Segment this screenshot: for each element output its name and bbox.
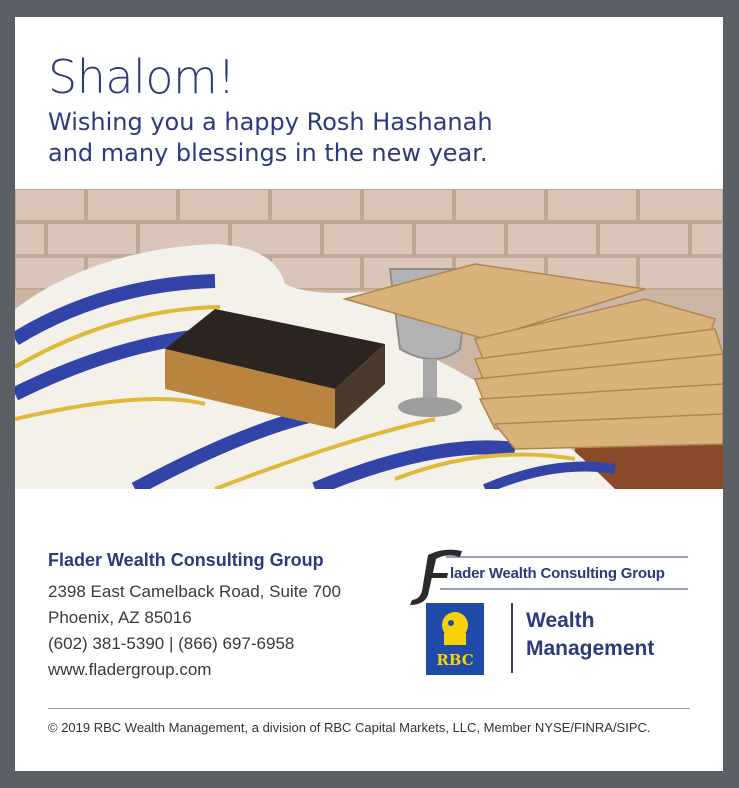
firm-logo	[400, 543, 695, 693]
footer-divider	[48, 708, 690, 709]
greeting-block	[48, 51, 493, 169]
holiday-photo	[15, 189, 723, 489]
holiday-photo-illustration	[15, 189, 723, 489]
rbc-lion-icon	[426, 603, 484, 651]
contact-block	[48, 549, 341, 683]
greeting-line-1: Wishing you a happy Rosh Hashanah	[48, 108, 493, 136]
greeting-title: Shalom!	[48, 50, 236, 104]
greeting-message	[48, 107, 493, 169]
address-line-1: 2398 East Camelback Road, Suite 700	[48, 582, 341, 601]
rbc-text: RBC	[436, 651, 474, 669]
address-line-2: Phoenix, AZ 85016	[48, 608, 192, 627]
greeting-card	[15, 17, 723, 771]
management-word: Management	[526, 637, 655, 660]
phone-numbers: (602) 381-5390 | (866) 697-6958	[48, 634, 295, 653]
copyright-text: © 2019 RBC Wealth Management, a division of RBC Capital Markets, LLC, Member NYSE/FINRA/SIPC.	[48, 720, 651, 735]
greeting-line-2: and many blessings in the new year.	[48, 139, 488, 167]
wealth-management-title	[526, 607, 654, 663]
website-link[interactable]: www.fladergroup.com	[48, 660, 212, 679]
wealth-word: Wealth	[526, 609, 595, 632]
logo-divider	[511, 603, 513, 673]
logo-firm-name: lader Wealth Consulting Group	[450, 565, 665, 582]
rbc-logo	[426, 603, 484, 675]
firm-name: Flader Wealth Consulting Group	[48, 550, 324, 570]
